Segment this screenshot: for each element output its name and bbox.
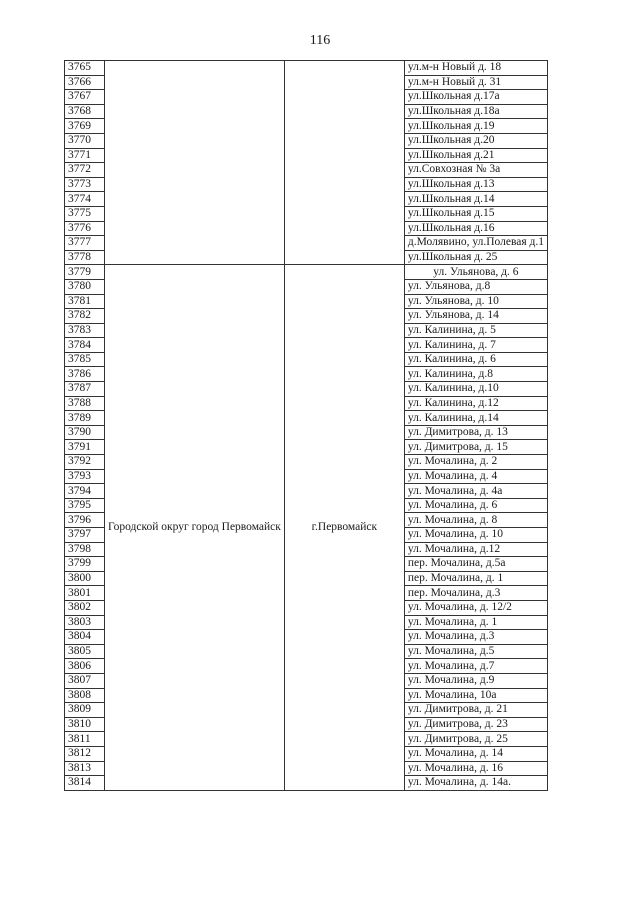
address-cell: ул. Мочалина, д.9 — [404, 673, 547, 688]
row-number: 3811 — [65, 732, 105, 747]
row-number: 3791 — [65, 440, 105, 455]
address-cell: ул. Мочалина, д. 6 — [404, 498, 547, 513]
address-cell: ул. Димитрова, д. 25 — [404, 732, 547, 747]
row-number: 3808 — [65, 688, 105, 703]
municipality-cell — [105, 61, 285, 265]
address-cell: ул. Мочалина, д. 16 — [404, 761, 547, 776]
row-number: 3794 — [65, 484, 105, 499]
row-number: 3812 — [65, 746, 105, 761]
settlement-cell: г.Первомайск — [284, 265, 404, 790]
address-cell: ул. Мочалина, д. 14а. — [404, 776, 547, 791]
address-cell: ул.Школьная д.21 — [404, 148, 547, 163]
address-cell: ул. Калинина, д.14 — [404, 411, 547, 426]
address-cell: ул. Калинина, д. 7 — [404, 338, 547, 353]
row-number: 3809 — [65, 703, 105, 718]
row-number: 3777 — [65, 236, 105, 251]
row-number: 3767 — [65, 90, 105, 105]
address-cell: ул.Школьная д.14 — [404, 192, 547, 207]
row-number: 3800 — [65, 571, 105, 586]
row-number: 3782 — [65, 309, 105, 324]
row-number: 3814 — [65, 776, 105, 791]
address-cell: ул.Школьная д.19 — [404, 119, 547, 134]
row-number: 3769 — [65, 119, 105, 134]
row-number: 3789 — [65, 411, 105, 426]
row-number: 3792 — [65, 455, 105, 470]
address-cell: пер. Мочалина, д.3 — [404, 586, 547, 601]
address-cell: ул. Мочалина, д. 12/2 — [404, 600, 547, 615]
row-number: 3784 — [65, 338, 105, 353]
table-row — [65, 265, 548, 280]
row-number: 3776 — [65, 221, 105, 236]
row-number: 3813 — [65, 761, 105, 776]
row-number: 3785 — [65, 352, 105, 367]
row-number: 3786 — [65, 367, 105, 382]
address-cell: ул. Димитрова, д. 23 — [404, 717, 547, 732]
row-number: 3805 — [65, 644, 105, 659]
row-number: 3779 — [65, 265, 105, 280]
row-number: 3783 — [65, 323, 105, 338]
row-number: 3778 — [65, 250, 105, 265]
address-cell: ул. Мочалина, д. 4а — [404, 484, 547, 499]
row-number: 3787 — [65, 382, 105, 397]
row-number: 3766 — [65, 75, 105, 90]
row-number: 3770 — [65, 133, 105, 148]
row-number: 3797 — [65, 528, 105, 543]
row-number: 3790 — [65, 425, 105, 440]
row-number: 3774 — [65, 192, 105, 207]
address-cell: ул.Школьная д.17а — [404, 90, 547, 105]
address-cell: ул.Школьная д.18а — [404, 104, 547, 119]
address-cell: ул. Калинина, д. 5 — [404, 323, 547, 338]
address-cell: ул. Калинина, д.8 — [404, 367, 547, 382]
address-cell: ул.Школьная д.13 — [404, 177, 547, 192]
address-cell: ул. Димитрова, д. 15 — [404, 440, 547, 455]
address-cell: ул. Мочалина, д. 8 — [404, 513, 547, 528]
table-row — [65, 61, 548, 76]
address-cell: ул. Ульянова, д.8 — [404, 279, 547, 294]
row-number: 3798 — [65, 542, 105, 557]
row-number: 3799 — [65, 557, 105, 572]
address-cell: ул. Ульянова, д. 6 — [404, 265, 547, 280]
address-cell: ул. Мочалина, д.3 — [404, 630, 547, 645]
row-number: 3771 — [65, 148, 105, 163]
row-number: 3801 — [65, 586, 105, 601]
row-number: 3802 — [65, 600, 105, 615]
address-cell: ул.м-н Новый д. 31 — [404, 75, 547, 90]
address-cell: ул. Мочалина, д.5 — [404, 644, 547, 659]
address-cell: д.Молявино, ул.Полевая д.1 — [404, 236, 547, 251]
row-number: 3765 — [65, 61, 105, 76]
settlement-cell — [284, 61, 404, 265]
address-cell: ул.Школьная д.15 — [404, 206, 547, 221]
row-number: 3810 — [65, 717, 105, 732]
address-cell: ул. Димитрова, д. 21 — [404, 703, 547, 718]
address-cell: ул.Школьная д. 25 — [404, 250, 547, 265]
row-number: 3788 — [65, 396, 105, 411]
row-number: 3780 — [65, 279, 105, 294]
address-cell: ул. Калинина, д.10 — [404, 382, 547, 397]
row-number: 3781 — [65, 294, 105, 309]
row-number: 3804 — [65, 630, 105, 645]
municipality-cell: Городской округ город Первомайск — [105, 265, 285, 790]
address-cell: ул. Мочалина, д. 1 — [404, 615, 547, 630]
address-cell: пер. Мочалина, д. 1 — [404, 571, 547, 586]
address-cell: ул. Ульянова, д. 10 — [404, 294, 547, 309]
address-cell: ул. Калинина, д.12 — [404, 396, 547, 411]
address-cell: ул.м-н Новый д. 18 — [404, 61, 547, 76]
address-cell: ул. Мочалина, д. 4 — [404, 469, 547, 484]
address-cell: ул.Школьная д.20 — [404, 133, 547, 148]
row-number: 3796 — [65, 513, 105, 528]
address-cell: пер. Мочалина, д.5а — [404, 557, 547, 572]
address-cell: ул. Мочалина, 10а — [404, 688, 547, 703]
address-cell: ул.Школьная д.16 — [404, 221, 547, 236]
row-number: 3807 — [65, 673, 105, 688]
row-number: 3795 — [65, 498, 105, 513]
row-number: 3775 — [65, 206, 105, 221]
row-number: 3806 — [65, 659, 105, 674]
address-cell: ул. Мочалина, д. 2 — [404, 455, 547, 470]
row-number: 3773 — [65, 177, 105, 192]
address-cell: ул. Мочалина, д.12 — [404, 542, 547, 557]
address-cell: ул. Мочалина, д.7 — [404, 659, 547, 674]
row-number: 3772 — [65, 163, 105, 178]
row-number: 3768 — [65, 104, 105, 119]
address-table-body — [65, 61, 548, 791]
row-number: 3793 — [65, 469, 105, 484]
page-number: 116 — [309, 33, 331, 48]
address-cell: ул. Мочалина, д. 14 — [404, 746, 547, 761]
address-cell: ул. Калинина, д. 6 — [404, 352, 547, 367]
address-table — [64, 60, 548, 791]
address-cell: ул. Ульянова, д. 14 — [404, 309, 547, 324]
row-number: 3803 — [65, 615, 105, 630]
address-cell: ул.Совхозная № 3а — [404, 163, 547, 178]
address-cell: ул. Димитрова, д. 13 — [404, 425, 547, 440]
address-cell: ул. Мочалина, д. 10 — [404, 528, 547, 543]
